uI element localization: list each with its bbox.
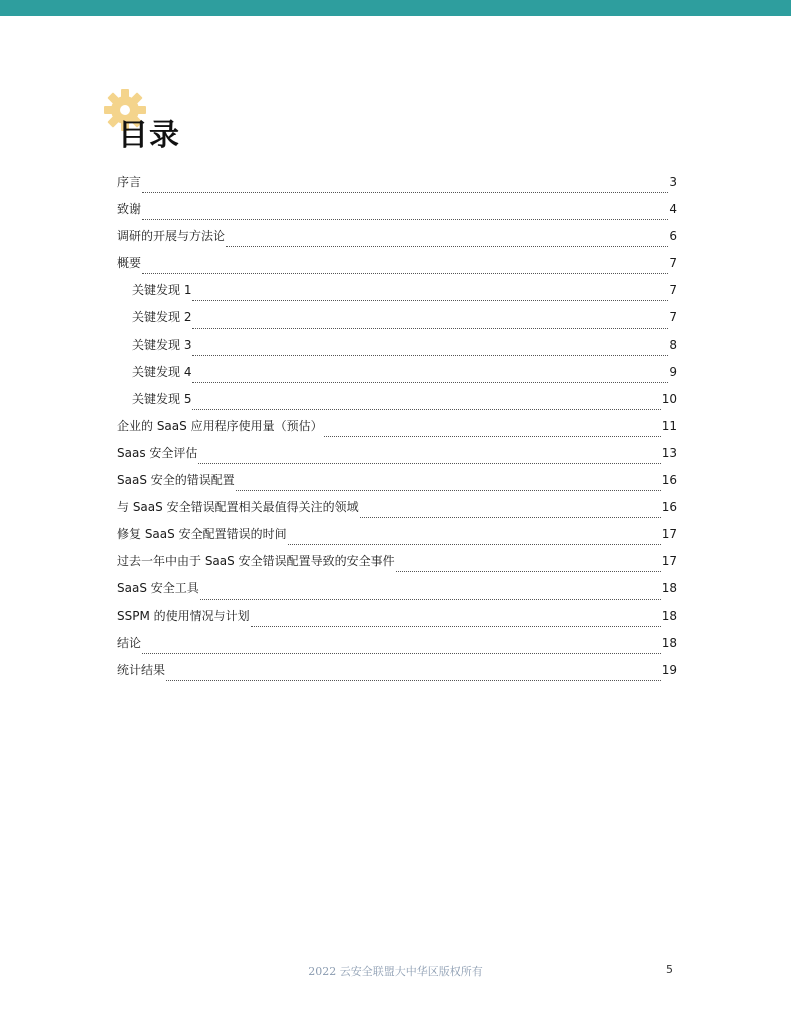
toc-entry-label: 关键发现 2 [132,310,192,325]
toc-dot-leader [192,381,668,383]
toc-entry-page: 18 [661,608,677,623]
toc-entry-label: 概要 [117,256,142,271]
toc-entry[interactable] [117,521,677,548]
toc-entry-label: SSPM 的使用情况与计划 [117,608,250,623]
toc-entry[interactable] [117,548,677,575]
toc-entry-page: 3 [669,175,677,189]
table-of-contents [117,169,677,684]
toc-entry-label: 过去一年中由于 SaaS 安全错误配置导致的安全事件 [117,554,395,569]
toc-dot-leader [360,516,661,518]
toc-entry-page: 18 [661,581,677,596]
toc-entry-page: 7 [669,283,677,298]
toc-entry[interactable] [117,304,677,331]
toc-entry[interactable] [117,467,677,494]
toc-entry-page: 4 [669,202,677,217]
toc-entry[interactable] [117,196,677,223]
toc-dot-leader [142,218,668,220]
toc-dot-leader [192,408,660,410]
toc-entry-label: 企业的 SaaS 应用程序使用量（预估） [117,418,323,433]
toc-entry-label: 统计结果 [117,662,166,677]
toc-entry-label: 调研的开展与方法论 [117,229,226,244]
toc-entry-label: 关键发现 5 [132,391,192,406]
toc-entry[interactable] [117,223,677,250]
toc-dot-leader [324,435,661,437]
toc-entry-label: 结论 [117,635,142,650]
toc-entry-label: 与 SaaS 安全错误配置相关最值得关注的领域 [117,500,359,515]
toc-entry-page: 11 [661,418,677,433]
toc-entry[interactable] [117,277,677,304]
toc-entry[interactable] [117,413,677,440]
toc-entry-page: 10 [661,391,677,406]
toc-entry-page: 9 [669,364,677,379]
toc-entry-page: 17 [661,554,677,569]
toc-entry-page: 17 [661,527,677,542]
toc-dot-leader [166,679,661,681]
toc-entry-page: 16 [661,500,677,515]
toc-entry-page: 13 [661,445,677,460]
toc-entry-page: 7 [669,310,677,325]
toc-entry[interactable] [117,575,677,602]
footer-copyright: 2022 云安全联盟大中华区版权所有 [308,965,483,978]
page-title: 目录 [118,118,180,153]
toc-entry-label: Saas 安全评估 [117,445,198,460]
toc-dot-leader [192,354,668,356]
footer-page-number: 5 [666,963,673,976]
toc-entry-label: 致谢 [117,202,142,217]
toc-entry-label: 关键发现 1 [132,283,192,298]
toc-entry-label: SaaS 安全工具 [117,581,199,596]
toc-dot-leader [142,272,668,274]
toc-entry[interactable] [117,440,677,467]
toc-entry[interactable] [117,657,677,684]
toc-entry-page: 19 [661,662,677,677]
toc-entry-label: 关键发现 3 [132,337,192,352]
toc-dot-leader [142,652,661,654]
toc-dot-leader [200,598,661,600]
toc-entry-page: 16 [661,473,677,488]
toc-entry[interactable] [117,386,677,413]
toc-dot-leader [198,462,660,464]
toc-entry[interactable] [117,494,677,521]
toc-entry-label: 关键发现 4 [132,364,192,379]
toc-dot-leader [288,543,661,545]
toc-dot-leader [226,245,668,247]
toc-entry-label: 序言 [117,175,142,189]
toc-entry[interactable] [117,630,677,657]
header-accent-bar [0,0,791,16]
toc-entry[interactable] [117,359,677,386]
toc-entry-label: SaaS 安全的错误配置 [117,473,235,488]
toc-dot-leader [192,299,668,301]
toc-dot-leader [251,625,661,627]
toc-entry-page: 6 [669,229,677,244]
toc-entry-page: 18 [661,635,677,650]
toc-dot-leader [142,191,668,193]
toc-entry[interactable] [117,169,677,196]
toc-entry[interactable] [117,250,677,277]
toc-entry[interactable] [117,603,677,630]
toc-dot-leader [192,327,668,329]
toc-entry-label: 修复 SaaS 安全配置错误的时间 [117,527,287,542]
toc-entry-page: 8 [669,337,677,352]
toc-dot-leader [236,489,661,491]
toc-dot-leader [396,570,661,572]
toc-entry-page: 7 [669,256,677,271]
toc-entry[interactable] [117,332,677,359]
